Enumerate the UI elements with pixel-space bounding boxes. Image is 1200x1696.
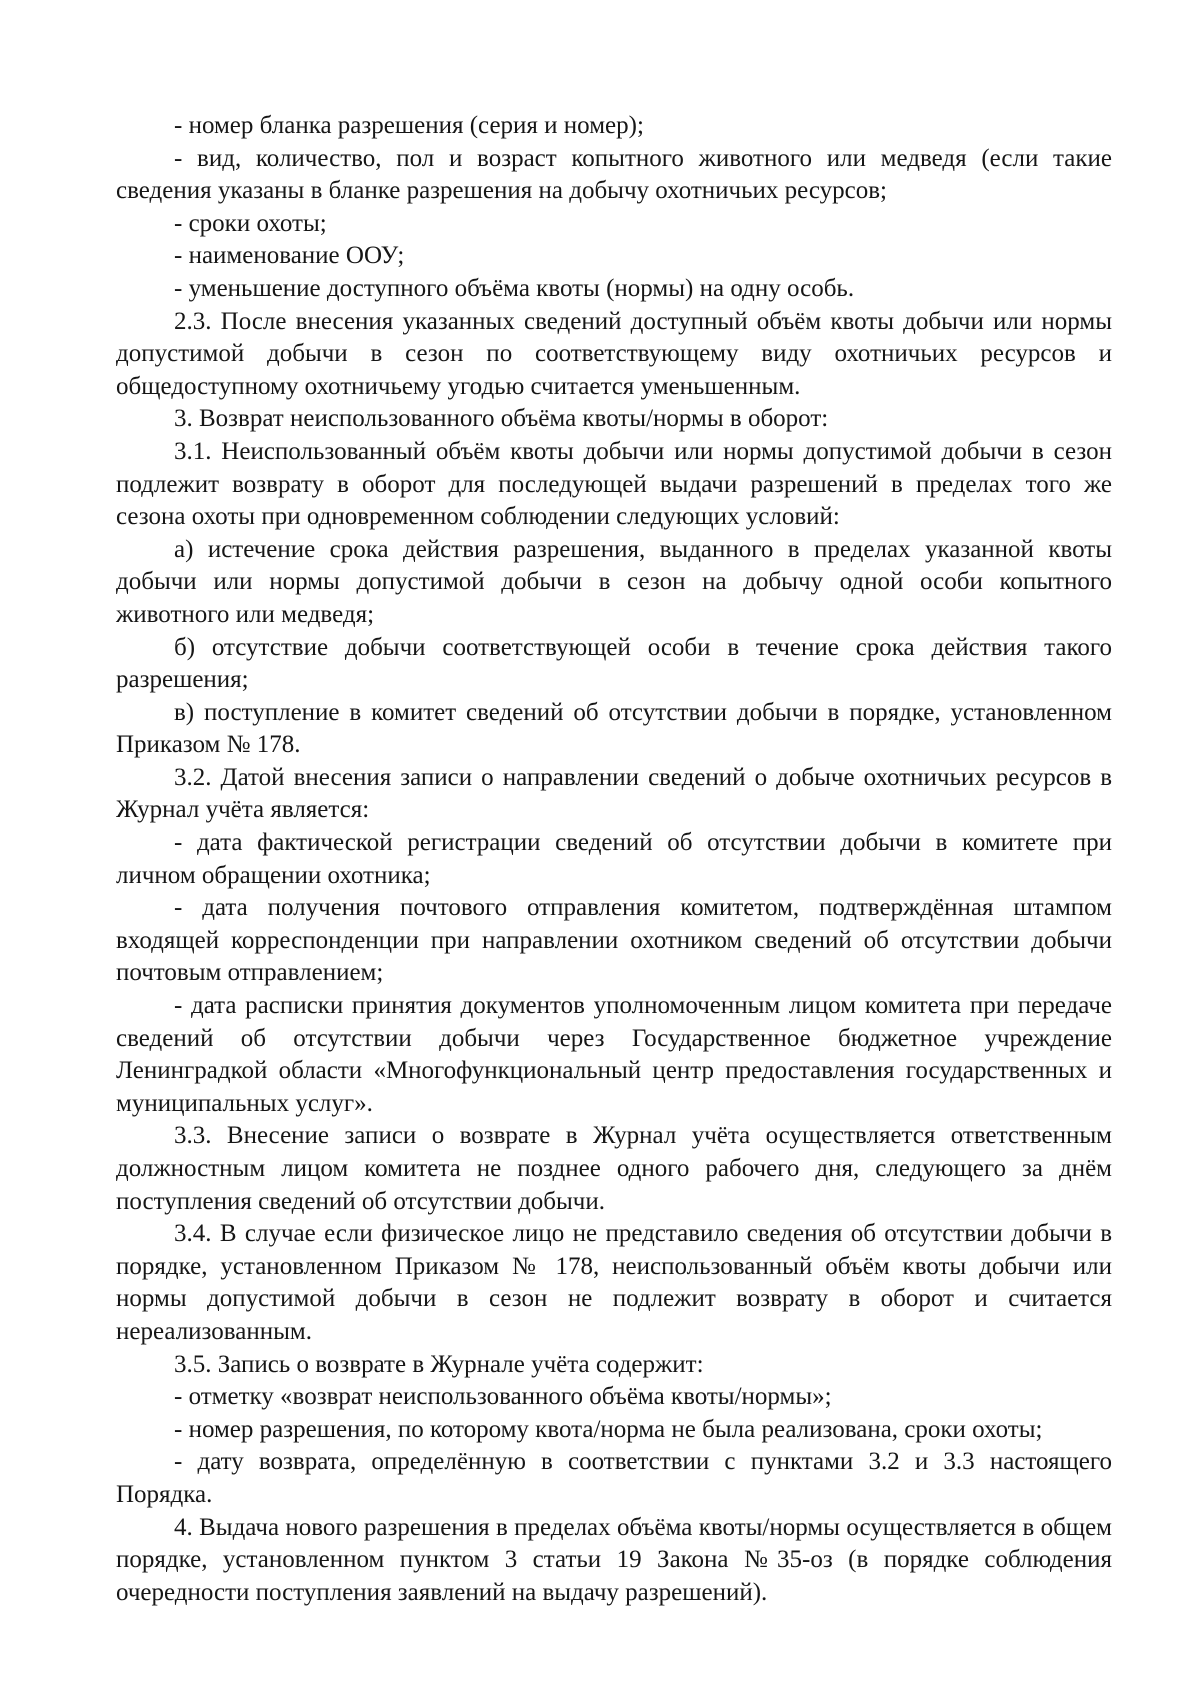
paragraph-condition-a: а) истечение срока действия разрешения, выданного в пределах указанной квоты добычи или нормы допустимой добычи в сезон на добычу одной особи копытного животного или медведя;: [116, 535, 1112, 628]
paragraph-date-in-person: - дата фактической регистрации сведений об отсутствии добычи в комитете при личном обращении охотника;: [116, 829, 1112, 889]
paragraph-condition-v: в) поступление в комитет сведений об отсутствии добычи в порядке, установленном Приказом № 178.: [116, 698, 1112, 759]
paragraph-3-5: 3.5. Запись о возврате в Журнале учёта содержит:: [174, 1350, 704, 1378]
paragraph-3-1: 3.1. Неиспользованный объём квоты добычи или нормы допустимой добычи в сезон подлежит возврату в оборот для последующей выдачи разрешений в пределах того же сезона охоты при одновременном соблюдении следующих условий:: [116, 437, 1112, 531]
paragraph-hunting-ground: - наименование ООУ;: [174, 242, 405, 270]
paragraph-return-mark: - отметку «возврат неиспользованного объёма квоты/нормы»;: [174, 1383, 832, 1411]
paragraph-3-3: 3.3. Внесение записи о возврате в Журнал учёта осуществляется ответственным должностным лицом комитета не позднее одного рабочего дня, следующего за днём поступления сведений об отсутствии добычи.: [116, 1122, 1112, 1215]
paragraph-quota-reduction: - уменьшение доступного объёма квоты (нормы) на одну особь.: [174, 274, 855, 302]
paragraph-date-via-mfc: - дата расписки принятия документов уполномоченным лицом комитета при передаче сведений об отсутствии добычи через Государственное бюджетное учреждение Ленинградкой области «Многофункциональный центр предоставления государственных и муниципальных услуг».: [116, 992, 1112, 1117]
paragraph-3-heading: 3. Возврат неиспользованного объёма квоты/нормы в оборот:: [174, 405, 829, 433]
paragraph-animal-details: - вид, количество, пол и возраст копытного животного или медведя (если такие сведения указаны в бланке разрешения на добычу охотничьих ресурсов;: [116, 144, 1112, 205]
paragraph-date-by-mail: - дата получения почтового отправления комитетом, подтверждённая штампом входящей корреспонденции при направлении охотником сведений об отсутствии добычи почтовым отправлением;: [116, 894, 1112, 987]
paragraph-4: 4. Выдача нового разрешения в пределах объёма квоты/нормы осуществляется в общем порядке, установленном пунктом 3 статьи 19 Закона №35-оз (в порядке соблюдения очередности поступления заявлений на выдачу разрешений).: [116, 1513, 1112, 1606]
paragraph-hunting-dates: - сроки охоты;: [174, 209, 327, 237]
paragraph-2-3: 2.3. После внесения указанных сведений доступный объём квоты добычи или нормы допустимой добычи в сезон по соответствующему виду охотничьих ресурсов и общедоступному охотничьему угодью считается уменьшенным.: [116, 307, 1112, 400]
paragraph-return-date: - дату возврата, определённую в соответствии с пунктами 3.2 и 3.3 настоящего Порядка.: [116, 1448, 1112, 1508]
paragraph-permit-number: - номер разрешения, по которому квота/норма не была реализована, сроки охоты;: [174, 1415, 1043, 1443]
paragraph-3-2: 3.2. Датой внесения записи о направлении сведений о добыче охотничьих ресурсов в Журнал учёта является:: [116, 763, 1112, 824]
paragraph-condition-b: б) отсутствие добычи соответствующей особи в течение срока действия такого разрешения;: [116, 633, 1112, 694]
paragraph-3-4: 3.4. В случае если физическое лицо не представило сведения об отсутствии добычи в порядке, установленном Приказом № 178, неиспользованный объём квоты добычи или нормы допустимой добычи в сезон не подлежит возврату в оборот и считается нереализованным.: [116, 1220, 1112, 1345]
paragraph-form-number: - номер бланка разрешения (серия и номер);: [174, 112, 644, 139]
document-page: [116, 110, 1112, 1609]
